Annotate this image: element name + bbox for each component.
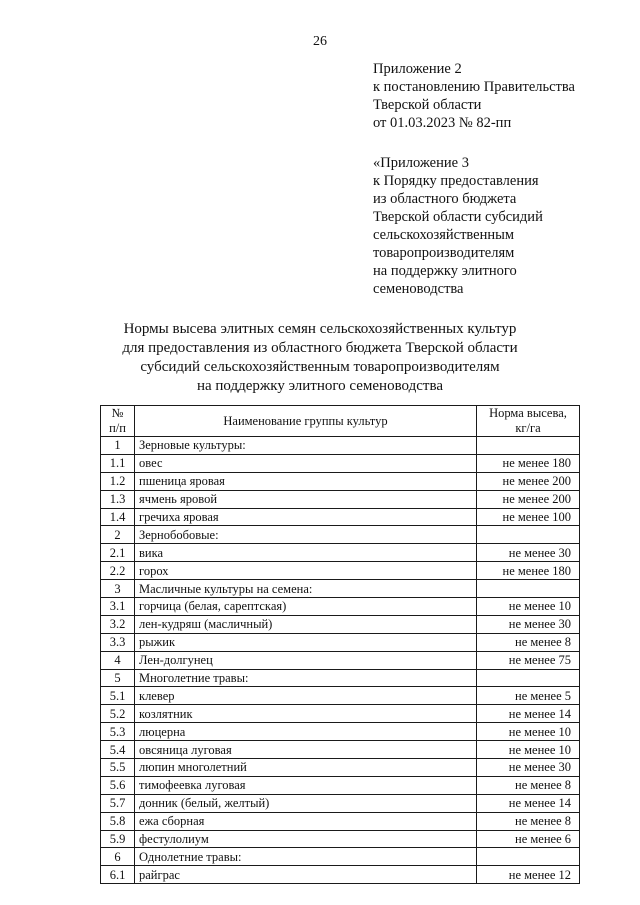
table-header-row xyxy=(101,406,580,437)
title-lines-line: для предоставления из областного бюджета Тверской области xyxy=(122,340,518,356)
cell-name: Масличные культуры на семена: xyxy=(135,580,477,598)
appendix-sub-line: Тверской области субсидий xyxy=(373,209,543,225)
cell-rate: не менее 10 xyxy=(477,723,580,741)
cell-num: 5.7 xyxy=(101,794,135,812)
cell-num: 5 xyxy=(101,669,135,687)
cell-num: 3.3 xyxy=(101,633,135,651)
table-row xyxy=(101,866,580,884)
appendix-sub-line: на поддержку элитного xyxy=(373,263,517,279)
appendix-header xyxy=(373,60,633,132)
cell-name: Лен-долгунец xyxy=(135,651,477,669)
appendix-sub-line: товаропроизводителям xyxy=(373,245,515,261)
cell-name: лен-кудряш (масличный) xyxy=(135,615,477,633)
cell-num: 3.2 xyxy=(101,615,135,633)
cell-name: гречиха яровая xyxy=(135,508,477,526)
appendix-sub-line: из областного бюджета xyxy=(373,191,517,207)
table-row xyxy=(101,723,580,741)
table-row xyxy=(101,472,580,490)
table-row xyxy=(101,562,580,580)
cell-num: 6.1 xyxy=(101,866,135,884)
table-row xyxy=(101,794,580,812)
table-row xyxy=(101,759,580,777)
table-row xyxy=(101,544,580,562)
cell-rate: не менее 180 xyxy=(477,454,580,472)
appendix-sub-line: семеноводства xyxy=(373,281,464,297)
cell-num: 5.3 xyxy=(101,723,135,741)
table-row xyxy=(101,669,580,687)
table-row xyxy=(101,812,580,830)
cell-num: 5.4 xyxy=(101,741,135,759)
cell-rate xyxy=(477,669,580,687)
header-num: № п/п xyxy=(101,406,135,437)
appendix-sub-line: сельскохозяйственным xyxy=(373,227,515,243)
cell-num: 5.9 xyxy=(101,830,135,848)
cell-rate: не менее 180 xyxy=(477,562,580,580)
table-row xyxy=(101,830,580,848)
cell-rate xyxy=(477,526,580,544)
cell-rate: не менее 6 xyxy=(477,830,580,848)
cell-name: горох xyxy=(135,562,477,580)
header-rate: Норма высева, кг/га xyxy=(477,406,580,437)
cell-rate: не менее 12 xyxy=(477,866,580,884)
page-number: 26 xyxy=(313,34,327,49)
cell-name: ячмень яровой xyxy=(135,490,477,508)
cell-rate: не менее 200 xyxy=(477,490,580,508)
cell-rate: не менее 75 xyxy=(477,651,580,669)
cell-num: 2 xyxy=(101,526,135,544)
cell-name: ежа сборная xyxy=(135,812,477,830)
table-row xyxy=(101,615,580,633)
cell-num: 5.2 xyxy=(101,705,135,723)
cell-num: 1 xyxy=(101,437,135,455)
table-row xyxy=(101,651,580,669)
cell-rate xyxy=(477,437,580,455)
cell-name: райграс xyxy=(135,866,477,884)
cell-num: 2.1 xyxy=(101,544,135,562)
table-row xyxy=(101,705,580,723)
cell-rate: не менее 14 xyxy=(477,705,580,723)
cell-rate: не менее 200 xyxy=(477,472,580,490)
appendix-sub xyxy=(373,154,633,298)
title-lines-line: на поддержку элитного семеноводства xyxy=(196,378,444,394)
cell-name: люцерна xyxy=(135,723,477,741)
cell-name: Зерновые культуры: xyxy=(135,437,477,455)
cell-name: донник (белый, желтый) xyxy=(135,794,477,812)
appendix-header-line: Приложение 2 xyxy=(373,61,462,77)
cell-num: 3 xyxy=(101,580,135,598)
cell-name: козлятник xyxy=(135,705,477,723)
cell-name: фестулолиум xyxy=(135,830,477,848)
table-row xyxy=(101,508,580,526)
cell-rate xyxy=(477,848,580,866)
norms-table xyxy=(100,405,580,884)
cell-rate: не менее 30 xyxy=(477,544,580,562)
cell-rate: не менее 30 xyxy=(477,615,580,633)
cell-num: 1.1 xyxy=(101,454,135,472)
appendix-header-line: к постановлению Правительства xyxy=(373,79,575,95)
cell-name: вика xyxy=(135,544,477,562)
cell-rate: не менее 8 xyxy=(477,633,580,651)
cell-name: люпин многолетний xyxy=(135,759,477,777)
appendix-sub-line: «Приложение 3 xyxy=(373,155,469,171)
cell-name: Многолетние травы: xyxy=(135,669,477,687)
cell-num: 6 xyxy=(101,848,135,866)
header-name: Наименование группы культур xyxy=(135,406,477,437)
cell-name: рыжик xyxy=(135,633,477,651)
table-row xyxy=(101,580,580,598)
title-lines-line: субсидий сельскохозяйственным товаропроизводителям xyxy=(140,359,500,375)
table-row xyxy=(101,437,580,455)
cell-name: клевер xyxy=(135,687,477,705)
cell-name: пшеница яровая xyxy=(135,472,477,490)
cell-name: тимофеевка луговая xyxy=(135,776,477,794)
cell-num: 1.4 xyxy=(101,508,135,526)
table-row xyxy=(101,526,580,544)
cell-num: 5.1 xyxy=(101,687,135,705)
table-row xyxy=(101,633,580,651)
cell-rate: не менее 8 xyxy=(477,776,580,794)
appendix-sub-line: к Порядку предоставления xyxy=(373,173,539,189)
table-row xyxy=(101,454,580,472)
cell-name: Зернобобовые: xyxy=(135,526,477,544)
table-row xyxy=(101,598,580,616)
cell-num: 4 xyxy=(101,651,135,669)
cell-rate: не менее 30 xyxy=(477,759,580,777)
table-row xyxy=(101,687,580,705)
appendix-header-line: Тверской области xyxy=(373,97,482,113)
table-row xyxy=(101,848,580,866)
cell-num: 3.1 xyxy=(101,598,135,616)
cell-name: Однолетние травы: xyxy=(135,848,477,866)
cell-rate: не менее 10 xyxy=(477,741,580,759)
cell-num: 5.6 xyxy=(101,776,135,794)
appendix-block xyxy=(373,60,633,298)
cell-num: 1.3 xyxy=(101,490,135,508)
title-lines-line: Нормы высева элитных семян сельскохозяйственных культур xyxy=(123,321,517,337)
cell-name: овес xyxy=(135,454,477,472)
table-row xyxy=(101,776,580,794)
cell-num: 5.8 xyxy=(101,812,135,830)
cell-rate: не менее 10 xyxy=(477,598,580,616)
table-row xyxy=(101,490,580,508)
table-row xyxy=(101,741,580,759)
cell-num: 5.5 xyxy=(101,759,135,777)
appendix-header-line: от 01.03.2023 № 82-пп xyxy=(373,115,512,131)
cell-rate: не менее 14 xyxy=(477,794,580,812)
cell-rate: не менее 100 xyxy=(477,508,580,526)
cell-rate: не менее 5 xyxy=(477,687,580,705)
document-title xyxy=(0,320,640,396)
cell-rate: не менее 8 xyxy=(477,812,580,830)
cell-num: 1.2 xyxy=(101,472,135,490)
cell-rate xyxy=(477,580,580,598)
cell-num: 2.2 xyxy=(101,562,135,580)
cell-name: горчица (белая, сарептская) xyxy=(135,598,477,616)
table-body xyxy=(101,437,580,884)
cell-name: овсяница луговая xyxy=(135,741,477,759)
